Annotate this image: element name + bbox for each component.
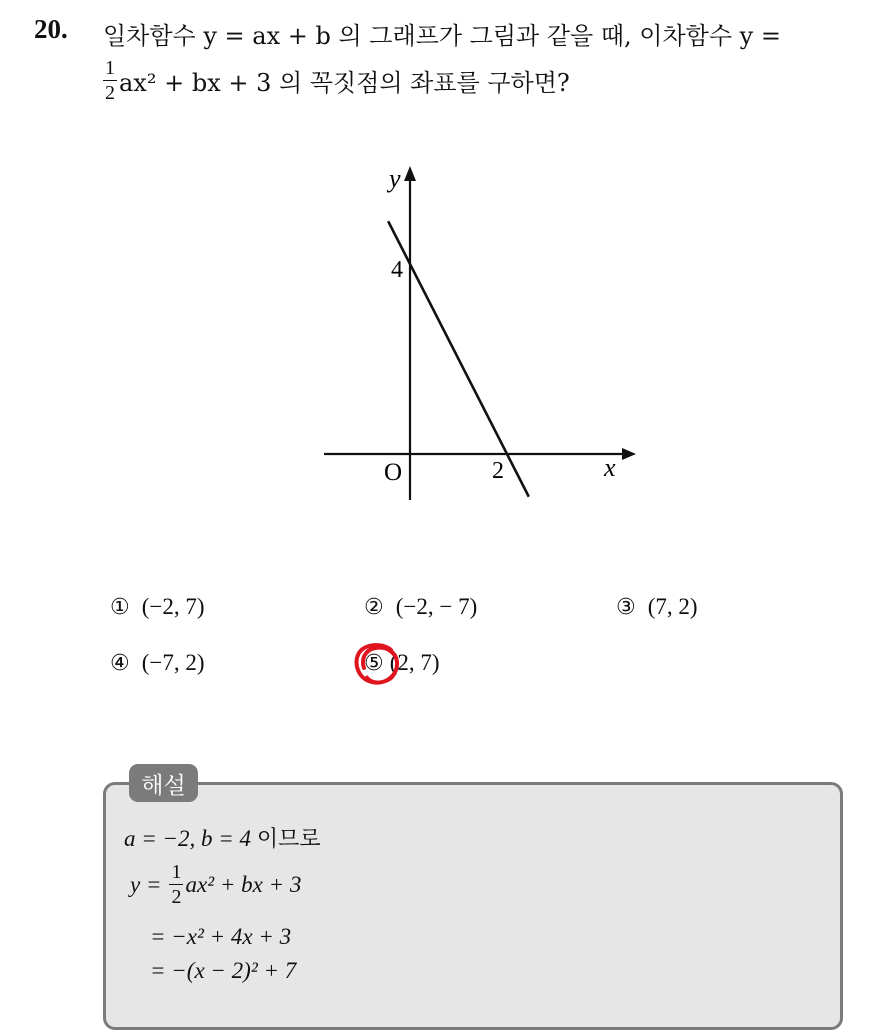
solution-line-3: = −x² + 4x + 3 xyxy=(150,924,292,949)
solution-line-1-math: a = −2, b = 4 xyxy=(124,826,252,851)
choice-4-symbol: ④ xyxy=(110,651,130,676)
solution-line-2 xyxy=(130,862,301,907)
choice-2[interactable] xyxy=(364,594,477,620)
solution-line-4: = −(x − 2)² + 7 xyxy=(150,958,297,983)
choice-4-text: (−7, 2) xyxy=(141,650,205,675)
fraction-one-half xyxy=(103,58,117,103)
choice-5-symbol: ⑤ xyxy=(364,651,384,676)
choice-4[interactable] xyxy=(110,650,205,676)
origin-label: O xyxy=(384,459,403,486)
question-text-line1: 일차함수 y = ax + b 의 그래프가 그림과 같을 때, 이차함수 y = xyxy=(103,22,781,50)
fraction-numerator: 1 xyxy=(105,57,115,79)
question-text-line2-rest: ax² + bx + 3 의 꼭짓점의 좌표를 구하면? xyxy=(119,69,570,97)
question-text-line2 xyxy=(103,58,570,103)
question-number: 20. xyxy=(34,14,68,44)
solution-line-2-prefix: y = xyxy=(130,871,162,897)
choice-5-text: (2, 7) xyxy=(389,650,440,675)
fraction-denominator: 2 xyxy=(105,82,115,104)
choice-3[interactable] xyxy=(616,594,698,620)
solution-tag: 해설 xyxy=(129,764,198,802)
y-intercept-label: 4 xyxy=(391,257,403,283)
answer-circle-mark-icon xyxy=(353,641,403,689)
choice-3-symbol: ③ xyxy=(616,595,636,620)
solution-line-1-text: 이므로 xyxy=(256,827,321,852)
y-axis-arrow-icon xyxy=(404,166,416,181)
choice-1-text: (−2, 7) xyxy=(141,594,205,619)
choice-1-symbol: ① xyxy=(110,595,130,620)
solution-fraction-one-half xyxy=(169,862,183,907)
choice-3-text: (7, 2) xyxy=(647,594,698,619)
linear-function-graph xyxy=(300,150,650,510)
solution-line-1 xyxy=(124,822,321,853)
y-axis-label: y xyxy=(389,164,401,193)
x-axis-arrow-icon xyxy=(622,448,636,460)
choice-2-symbol: ② xyxy=(364,595,384,620)
solution-fraction-numerator: 1 xyxy=(171,861,182,883)
solution-fraction-denominator: 2 xyxy=(171,886,182,908)
x-intercept-label: 2 xyxy=(492,458,504,484)
choice-2-text: (−2, − 7) xyxy=(395,594,478,619)
choice-1[interactable] xyxy=(110,594,205,620)
x-axis-label: x xyxy=(604,453,616,482)
solution-line-2-rest: ax² + bx + 3 xyxy=(185,871,302,897)
